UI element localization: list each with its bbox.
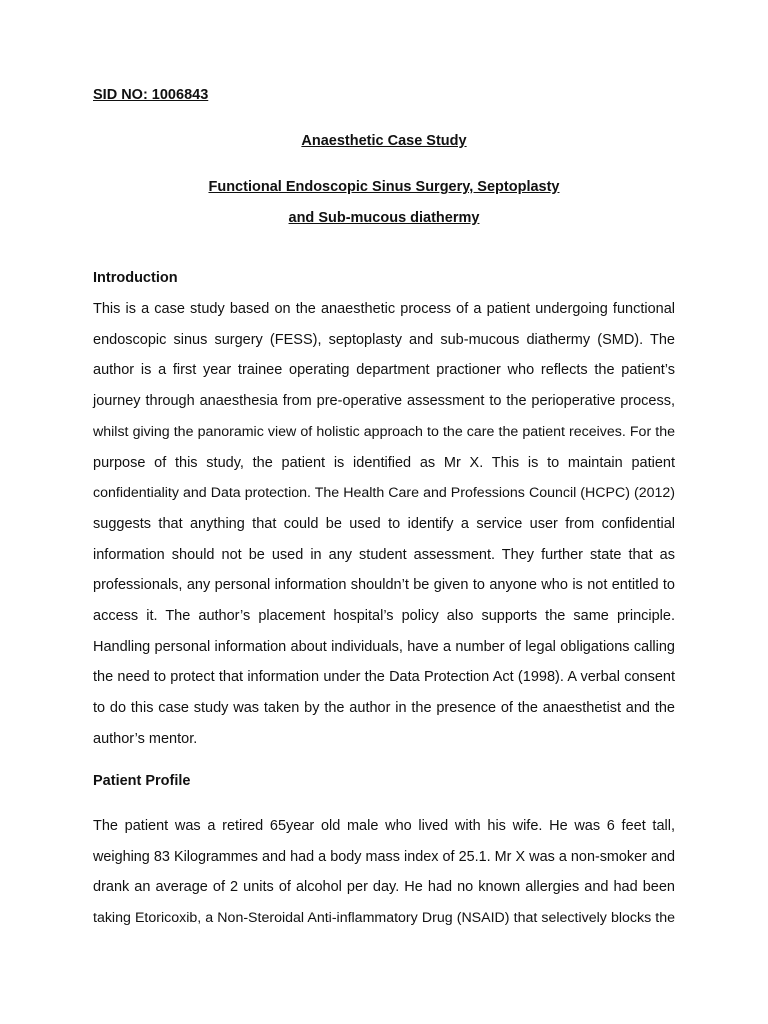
paragraph-line: to do this case study was taken by the author in the presence of the anaesthetist and the (93, 700, 675, 717)
paragraph-line: journey through anaesthesia from pre-operative assessment to the perioperative process, (93, 393, 675, 410)
paragraph-line: author is a first year trainee operating department practioner who reflects the patient’s (93, 362, 675, 379)
document-subtitle-line-2: and Sub-mucous diathermy (288, 210, 480, 226)
patient-profile-heading: Patient Profile (93, 773, 191, 789)
paragraph-line: author’s mentor. (93, 730, 198, 747)
paragraph-line: endoscopic sinus surgery (FESS), septoplasty and sub-mucous diathermy (SMD). The (93, 331, 675, 348)
paragraph-line: purpose of this study, the patient is identified as Mr X. This is to maintain patient (93, 454, 675, 471)
paragraph-line: weighing 83 Kilogrammes and had a body mass index of 25.1. Mr X was a non-smoker and (93, 848, 675, 865)
paragraph-line: suggests that anything that could be used to identify a service user from confidential (93, 515, 675, 532)
paragraph-line: This is a case study based on the anaesthetic process of a patient undergoing functional (93, 301, 675, 317)
document-subtitle-line-1: Functional Endoscopic Sinus Surgery, Septoplasty (208, 179, 560, 195)
paragraph-line: whilst giving the panoramic view of holistic approach to the care the patient receives. For the (93, 423, 675, 440)
document-title: Anaesthetic Case Study (301, 133, 467, 149)
student-id: SID NO: 1006843 (93, 87, 209, 103)
introduction-paragraph (93, 294, 675, 755)
patient-profile-paragraph (93, 811, 675, 934)
paragraph-line: the need to protect that information under the Data Protection Act (1998). A verbal consent (93, 669, 675, 686)
paragraph-line: drank an average of 2 units of alcohol per day. He had no known allergies and had been (93, 879, 675, 896)
paragraph-line: taking Etoricoxib, a Non-Steroidal Anti-inflammatory Drug (NSAID) that selectively blocks the (93, 910, 675, 927)
paragraph-line: information should not be used in any student assessment. They further state that as (93, 546, 675, 563)
paragraph-line: The patient was a retired 65year old male who lived with his wife. He was 6 feet tall, (93, 818, 675, 834)
paragraph-line: Handling personal information about individuals, have a number of legal obligations calling (93, 638, 675, 655)
introduction-heading: Introduction (93, 270, 178, 286)
paragraph-line: professionals, any personal information shouldn’t be given to anyone who is not entitled to (93, 577, 675, 594)
paragraph-line: confidentiality and Data protection. The Health Care and Professions Council (HCPC) (2012) (93, 485, 675, 502)
paragraph-line: access it. The author’s placement hospital’s policy also supports the same principle. (93, 608, 675, 625)
